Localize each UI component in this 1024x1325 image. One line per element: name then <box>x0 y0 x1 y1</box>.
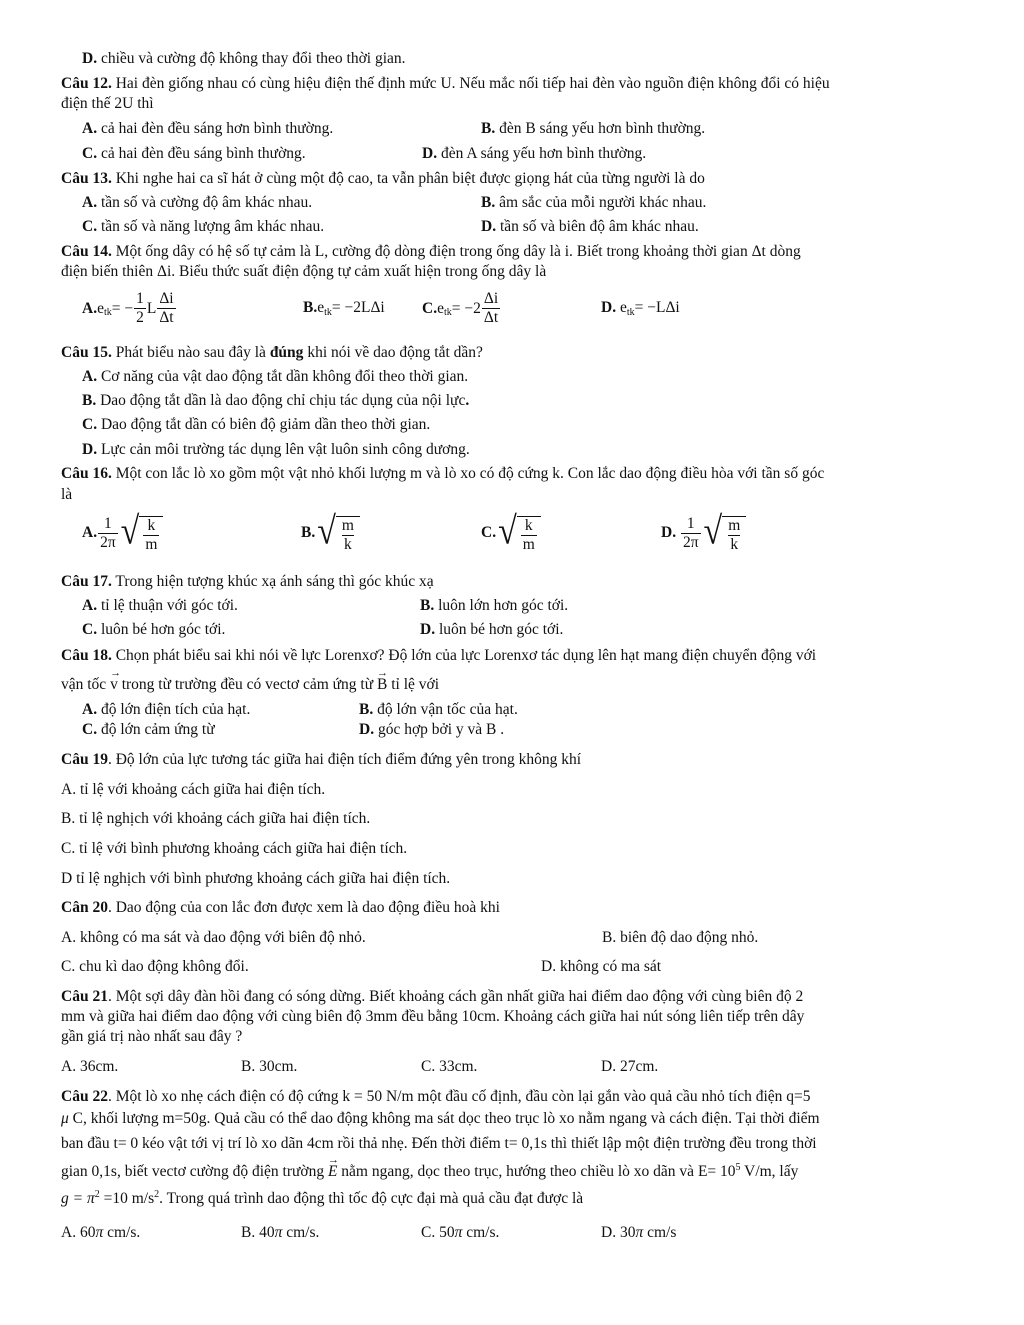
q13-option-b: B. âm sắc của mỗi người khác nhau. <box>481 194 707 211</box>
q22-stem-cont2: ban đầu t= 0 kéo vật tới vị trí lò xo dãn 4cm rồi thả nhẹ. Đến thời điểm t= 0,1s thì thiết lập một điện trường đều trong thời <box>61 1135 817 1152</box>
b-field-vector: → B <box>377 676 387 694</box>
q20-option-a: A. không có ma sát và dao động với biên độ nhỏ. <box>61 929 366 946</box>
e-field-vector: → E <box>328 1163 337 1181</box>
q22-option-c: C. 50π cm/s. <box>421 1224 500 1241</box>
q21-option-a: A. 36cm. <box>61 1058 119 1075</box>
q18-option-b: B. độ lớn vận tốc của hạt. <box>359 701 518 718</box>
q12-stem: Câu 12. Hai đèn giống nhau có cùng hiệu điện thế định mức U. Nếu mắc nối tiếp hai đèn vào nguồn điện không đổi có hiệu <box>61 75 830 92</box>
q15-option-c: C. Dao động tắt dần có biên độ giảm dần theo thời gian. <box>82 416 431 433</box>
q18-stem: Câu 18. Chọn phát biểu sai khi nói về lực Lorenxơ? Độ lớn của lực Lorenxơ tác dụng lên hạt mang điện chuyển động với <box>61 647 817 664</box>
q21-option-b: B. 30cm. <box>241 1058 298 1075</box>
q14-option-a: A. e tk = − $\frac{1}{2}$ L $\frac{\Delta i}{\Delta t}$ <box>82 290 174 326</box>
q11-option-d: D. chiều và cường độ không thay đổi theo thời gian. <box>82 50 406 67</box>
q12-option-b: B. đèn B sáng yếu hơn bình thường. <box>481 120 706 137</box>
q19-option-a: A. tỉ lệ với khoảng cách giữa hai điện tích. <box>61 781 326 798</box>
q12-stem-cont: điện thế 2U thì <box>61 95 154 112</box>
q16-stem-cont: là <box>61 486 73 503</box>
q22-option-b: B. 40π cm/s. <box>241 1224 320 1241</box>
q17-option-a: A. tỉ lệ thuận với góc tới. <box>82 597 238 614</box>
fraction: $\frac{\Delta i}{\Delta t}$ <box>159 290 174 326</box>
q20-option-c: C. chu kì dao động không đổi. <box>61 958 249 975</box>
sqrt: √ $\frac{k}{m}$ <box>498 512 541 554</box>
q14-stem-cont: điện biến thiên Δi. Biểu thức suất điện động tự cảm xuất hiện trong ống dây là <box>61 263 547 280</box>
q13-stem: Câu 13. Khi nghe hai ca sĩ hát ở cùng một độ cao, ta vẫn phân biệt được giọng hát của từng người là do <box>61 170 705 187</box>
q14-option-c: C. e tk = −2 $\frac{\Delta i}{\Delta t}$ <box>422 290 499 326</box>
sqrt: √ $\frac{k}{m}$ <box>121 512 164 554</box>
q15-option-a: A. Cơ năng của vật dao động tắt dần không đổi theo thời gian. <box>82 368 469 385</box>
q17-stem: Câu 17. Trong hiện tượng khúc xạ ánh sáng thì góc khúc xạ <box>61 573 434 590</box>
q14-stem: Câu 14. Một ống dây có hệ số tự cảm là L, cường độ dòng điện trong ống dây là i. Biết trong khoảng thời gian Δt dòng <box>61 243 801 260</box>
fraction: $\frac{1}{2\pi}$ <box>100 514 116 551</box>
q12-option-d: D. đèn A sáng yếu hơn bình thường. <box>422 145 647 162</box>
q16-option-b: B. √ $\frac{m}{k}$ <box>301 512 360 554</box>
fraction: $\frac{1}{2\pi}$ <box>682 514 699 551</box>
q17-option-c: C. luôn bé hơn góc tới. <box>82 621 226 638</box>
q19-option-c: C. tỉ lệ với bình phương khoảng cách giữa hai điện tích. <box>61 840 408 857</box>
q18-option-a: A. độ lớn điện tích của hạt. <box>82 701 251 718</box>
q14-option-b: B. e tk = −2LΔi <box>303 299 385 318</box>
q16-option-c: C. √ $\frac{k}{m}$ <box>481 512 541 554</box>
q18-stem-cont: vận tốc → v trong từ trường đều có vectơ cảm ứng từ → B tỉ lệ với <box>61 676 439 694</box>
q21-option-d: D. 27cm. <box>601 1058 659 1075</box>
q22-option-a: A. 60π cm/s. <box>61 1224 141 1241</box>
q15-option-b: B. Dao động tắt dần là dao động chỉ chịu tác dụng của nội lực. <box>82 392 470 409</box>
q21-stem-cont2: gần giá trị nào nhất sau đây ? <box>61 1028 243 1045</box>
q20-stem: Cân 20. Dao động của con lắc đơn được xem là dao động điều hoà khi <box>61 899 500 916</box>
q16-option-d: D. $\frac{1}{2\pi}$ √ $\frac{m}{k}$ <box>661 512 746 554</box>
q22-stem-cont3: gian 0,1s, biết vectơ cường độ điện trường → E nằm ngang, dọc theo trục, hướng theo chiều lò xo dãn và $E= 10^5$ V/m, lấy <box>61 1163 798 1183</box>
q21-stem-cont: mm và giữa hai điểm dao động với cùng biên độ 3mm đều bằng 10cm. Khoảng cách giữa hai nút sóng liên tiếp trên dây <box>61 1008 805 1025</box>
q21-option-c: C. 33cm. <box>421 1058 478 1075</box>
q18-option-d: D. góc hợp bởi y và B . <box>359 721 505 738</box>
fraction: $\frac{1}{2}$ <box>136 290 144 326</box>
q22-stem-cont: μ C, khối lượng m=50g. Quả cầu có thể dao động không ma sát dọc theo trục lò xo nằm ngang và cách điện. Tại thời điểm <box>61 1110 820 1127</box>
q13-option-c: C. tần số và năng lượng âm khác nhau. <box>82 218 325 235</box>
q22-stem: Câu 22. Một lò xo nhẹ cách điện có độ cứng k = 50 N/m một đầu cố định, đầu còn lại gắn vào quả cầu nhỏ tích điện q=5 <box>61 1088 811 1105</box>
q16-stem: Câu 16. Một con lắc lò xo gồm một vật nhỏ khối lượng m và lò xo có độ cứng k. Con lắc dao động điều hòa với tần số góc <box>61 465 825 482</box>
q15-stem: Câu 15. Phát biểu nào sau đây là đúng khi nói về dao động tắt dần? <box>61 344 483 361</box>
q20-option-d: D. không có ma sát <box>541 958 662 975</box>
q19-stem: Câu 19. Độ lớn của lực tương tác giữa hai điện tích điểm đứng yên trong không khí <box>61 751 582 768</box>
sqrt: √ $\frac{m}{k}$ <box>317 512 360 554</box>
sqrt: √ $\frac{m}{k}$ <box>704 512 747 554</box>
fraction: $\frac{\Delta i}{\Delta t}$ <box>483 290 499 326</box>
q19-option-d: D tỉ lệ nghịch với bình phương khoảng cách giữa hai điện tích. <box>61 870 451 887</box>
q21-stem: Câu 21. Một sợi dây đàn hồi đang có sóng dừng. Biết khoảng cách gần nhất giữa hai điểm dao động với cùng biên độ 2 <box>61 988 804 1005</box>
q13-option-d: D. tần số và biên độ âm khác nhau. <box>481 218 699 235</box>
q14-option-d: D. e tk = −LΔi <box>601 299 680 318</box>
q20-option-b: B. biên độ dao động nhỏ. <box>602 929 759 946</box>
q16-option-a: A. $\frac{1}{2\pi}$ √ $\frac{k}{m}$ <box>82 512 163 554</box>
q22-stem-cont4: $g = \pi^2 =10$ $m/s^2$. Trong quá trình dao động thì tốc độ cực đại mà quả cầu đạt được là <box>61 1189 584 1207</box>
velocity-vector: → v <box>110 676 118 694</box>
q18-option-c: C. độ lớn cảm ứng từ <box>82 721 215 738</box>
q17-option-d: D. luôn bé hơn góc tới. <box>420 621 564 638</box>
q19-option-b: B. tỉ lệ nghịch với khoảng cách giữa hai điện tích. <box>61 810 371 827</box>
q15-option-d: D. Lực cản môi trường tác dụng lên vật luôn sinh công dương. <box>82 441 470 458</box>
q13-option-a: A. tần số và cường độ âm khác nhau. <box>82 194 313 211</box>
q17-option-b: B. luôn lớn hơn góc tới. <box>420 597 569 614</box>
q12-option-a: A. cả hai đèn đều sáng hơn bình thường. <box>82 120 334 137</box>
q22-option-d: D. 30π cm/s <box>601 1224 677 1241</box>
q12-option-c: C. cả hai đèn đều sáng bình thường. <box>82 145 306 162</box>
